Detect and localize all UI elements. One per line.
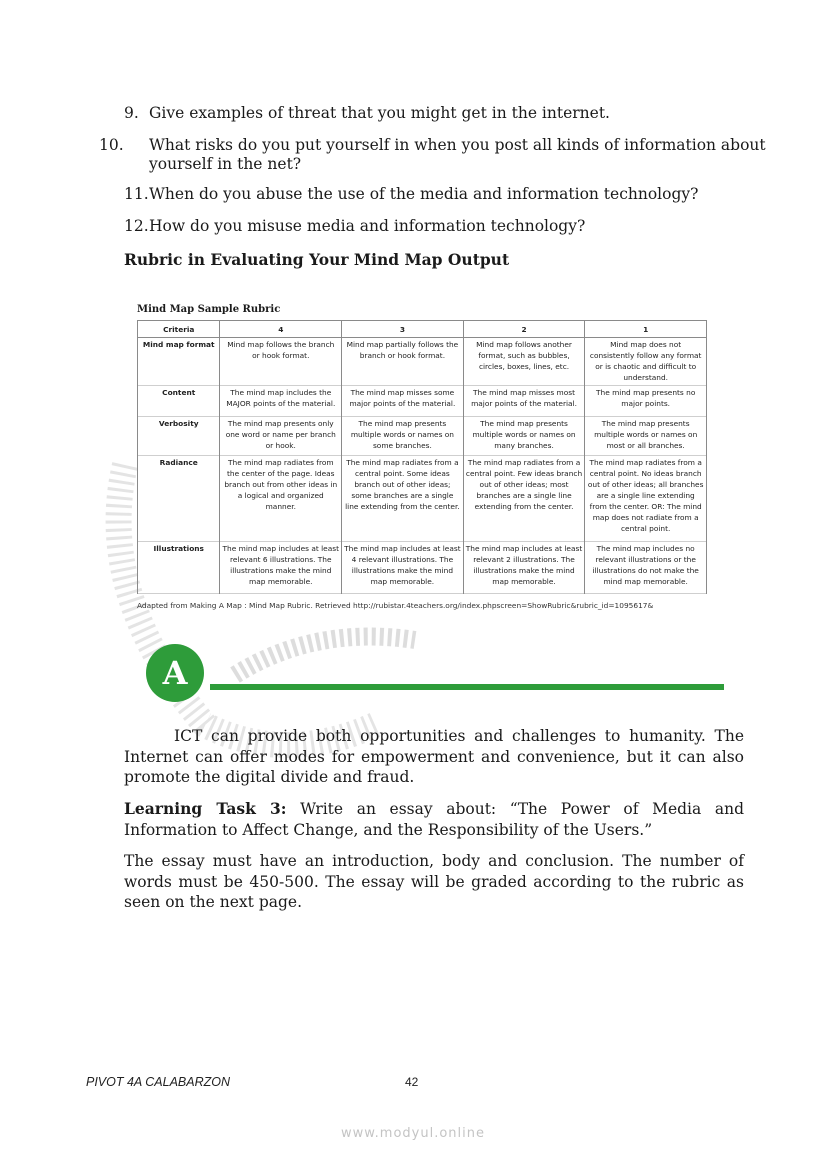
- table-cell: The mind map includes at least relevant 2 illustrations. The illustrations make the mind map memorable.: [463, 542, 585, 594]
- question-text: What risks do you put yourself in when you post all kinds of information about yourself in the net?: [149, 136, 766, 173]
- table-cell: The mind map presents only one word or name per branch or hook.: [220, 417, 342, 456]
- table-cell: Mind map partially follows the branch or hook format.: [342, 338, 464, 386]
- footer-watermark: www.modyul.online: [340, 1126, 486, 1141]
- rubric-header-cell: Criteria: [138, 321, 220, 338]
- rubric-title: Mind Map Sample Rubric: [137, 304, 281, 315]
- criteria-cell: Verbosity: [138, 417, 220, 456]
- question-text: When do you abuse the use of the media and information technology?: [149, 185, 699, 203]
- rubric-table: [137, 320, 707, 594]
- table-row: [138, 542, 707, 594]
- table-cell: The mind map includes at least relevant 6 illustrations. The illustrations make the mind map memorable.: [220, 542, 342, 594]
- table-cell: Mind map does not consistently follow any format or is chaotic and difficult to understand.: [585, 338, 707, 386]
- table-row: [138, 386, 707, 417]
- question-9: [124, 104, 744, 123]
- question-11: [124, 185, 744, 204]
- table-cell: The mind map misses most major points of the material.: [463, 386, 585, 417]
- criteria-cell: Illustrations: [138, 542, 220, 594]
- question-text: How do you misuse media and information technology?: [149, 217, 586, 235]
- question-10: [99, 136, 769, 174]
- page-number: 42: [405, 1075, 419, 1089]
- rubric-header-cell: 3: [342, 321, 464, 338]
- table-cell: The mind map includes no relevant illustrations or the illustrations do not make the mind map memorable.: [585, 542, 707, 594]
- table-cell: The mind map radiates from a central point. No ideas branch out of other ideas; all branches are a single line extending from the center. OR: The mind map does not radiate from a central point.: [585, 456, 707, 542]
- intro-paragraph: ICT can provide both opportunities and challenges to humanity. The Internet can offer modes for empowerment and convenience, but it can also promote the digital divide and fraud.: [124, 727, 744, 786]
- table-row: [138, 338, 707, 386]
- rubric-heading: Rubric in Evaluating Your Mind Map Output: [124, 250, 510, 269]
- table-cell: The mind map presents multiple words or names on most or all branches.: [585, 417, 707, 456]
- table-cell: The mind map presents multiple words or names on many branches.: [463, 417, 585, 456]
- table-cell: Mind map follows the branch or hook format.: [220, 338, 342, 386]
- table-cell: The mind map radiates from a central point. Some ideas branch out of other ideas; some branches are a single line extending from the center.: [342, 456, 464, 542]
- question-text: Give examples of threat that you might get in the internet.: [149, 104, 610, 122]
- criteria-cell: Mind map format: [138, 338, 220, 386]
- question-number: 12.: [124, 217, 149, 235]
- question-number: 9.: [124, 104, 139, 122]
- essay-instructions: The essay must have an introduction, body and conclusion. The number of words must be 450-500. The essay will be graded according to the rubric as seen on the next page.: [124, 852, 744, 911]
- table-cell: The mind map includes the MAJOR points of the material.: [220, 386, 342, 417]
- criteria-cell: Content: [138, 386, 220, 417]
- question-12: [124, 217, 744, 236]
- table-cell: The mind map radiates from the center of the page. Ideas branch out from other ideas in a logical and organized manner.: [220, 456, 342, 542]
- rubric-credit: Adapted from Making A Map : Mind Map Rubric. Retrieved http://rubistar.4teachers.org/index.phpscreen=ShowRubric&rubric_id=1095617&: [137, 601, 654, 610]
- rubric-header-cell: 1: [585, 321, 707, 338]
- question-number: 10.: [99, 136, 124, 154]
- rubric-header-cell: 4: [220, 321, 342, 338]
- rubric-header-cell: 2: [463, 321, 585, 338]
- table-cell: The mind map includes at least 4 relevant illustrations. The illustrations make the mind map memorable.: [342, 542, 464, 594]
- table-row: [138, 417, 707, 456]
- table-row: [138, 456, 707, 542]
- table-cell: The mind map presents no major points.: [585, 386, 707, 417]
- learning-task-paragraph: [124, 799, 744, 840]
- learning-task-text: Write an essay about: “The Power of Media and Information to Affect Change, and the Responsibility of the Users.”: [124, 800, 744, 839]
- table-cell: The mind map misses some major points of the material.: [342, 386, 464, 417]
- section-divider: [210, 684, 724, 690]
- rubric-header-row: [138, 321, 707, 338]
- question-number: 11.: [124, 185, 149, 203]
- table-cell: The mind map presents multiple words or names on some branches.: [342, 417, 464, 456]
- learning-task-label: Learning Task 3:: [124, 799, 287, 818]
- criteria-cell: Radiance: [138, 456, 220, 542]
- section-a-badge: A: [146, 644, 204, 702]
- footer-publisher: PIVOT 4A CALABARZON: [86, 1075, 231, 1089]
- table-cell: Mind map follows another format, such as bubbles, circles, boxes, lines, etc.: [463, 338, 585, 386]
- table-cell: The mind map radiates from a central point. Few ideas branch out of other ideas; most branches are a single line extending from the center.: [463, 456, 585, 542]
